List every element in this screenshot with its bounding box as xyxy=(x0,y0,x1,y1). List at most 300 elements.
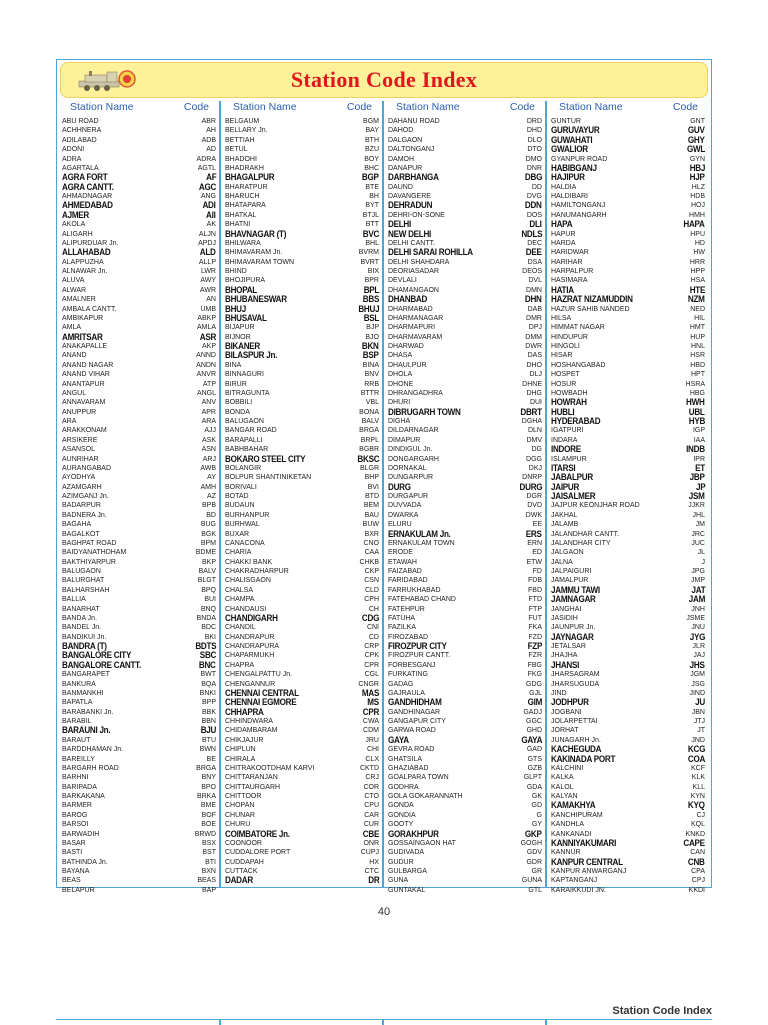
station-row xyxy=(225,614,381,623)
station-name: CHAMPA xyxy=(225,596,255,604)
station-row xyxy=(388,511,544,520)
station-row xyxy=(388,389,544,398)
station-row xyxy=(551,342,707,351)
station-code: DAS xyxy=(527,352,542,360)
station-code: BDTS xyxy=(195,641,216,651)
station-code: BGP xyxy=(362,172,379,183)
station-row xyxy=(225,380,381,389)
station-code: DNRP xyxy=(522,474,542,482)
station-name: BORIVALI xyxy=(225,483,257,491)
station-code: BIX xyxy=(367,268,379,275)
station-code: JSG xyxy=(691,680,705,688)
station-code: AZ xyxy=(207,493,216,500)
station-column xyxy=(221,101,384,887)
station-code: DOS xyxy=(526,211,542,219)
station-name: CHITTAURGARH xyxy=(225,783,281,791)
station-row xyxy=(62,511,218,520)
station-name: AMRITSAR xyxy=(62,331,103,342)
station-row xyxy=(225,830,381,839)
station-code: ASR xyxy=(199,331,216,342)
station-name: FARIDABAD xyxy=(388,577,428,585)
station-name: BADNERA Jn. xyxy=(62,511,107,519)
station-name: JAJPUR KEONJHAR ROAD xyxy=(551,502,640,510)
station-row xyxy=(62,605,218,614)
code-header: Code xyxy=(672,101,698,113)
station-name: HAPUR xyxy=(551,230,576,238)
station-code: BDC xyxy=(201,624,216,632)
station-row xyxy=(388,380,544,389)
station-row xyxy=(388,661,544,670)
station-code: CKTD xyxy=(359,764,379,772)
station-code: GKP xyxy=(525,828,542,839)
station-row xyxy=(62,783,218,792)
station-name: ANAND NAGAR xyxy=(62,361,114,369)
station-code: IAA xyxy=(693,436,705,444)
station-name: CHANDRAPURA xyxy=(225,643,280,650)
station-list xyxy=(225,117,381,886)
station-row xyxy=(62,867,218,876)
station-row xyxy=(62,248,218,257)
station-row xyxy=(551,605,707,614)
station-row xyxy=(225,239,381,248)
station-name: CHUNAR xyxy=(225,811,255,819)
station-code: BZU xyxy=(365,146,379,154)
station-name: JAYNAGAR xyxy=(551,631,594,642)
station-code: ANGL xyxy=(196,389,216,397)
station-code: DUI xyxy=(529,399,542,407)
station-name: CHARIA xyxy=(225,549,252,557)
station-name: BALUGAON xyxy=(62,568,101,575)
station-code: BINA xyxy=(362,361,379,369)
station-code: DGG xyxy=(526,455,542,463)
station-code: DLO xyxy=(527,136,542,144)
station-code: BTT xyxy=(365,221,379,229)
station-code: CRJ xyxy=(365,774,379,782)
station-row xyxy=(551,839,707,848)
station-code: BUW xyxy=(362,521,379,529)
station-code: CSN xyxy=(364,577,379,585)
station-name: BELAPUR xyxy=(62,886,95,894)
station-name: BALLIA xyxy=(62,596,86,604)
station-code: DEE xyxy=(526,247,542,258)
station-name: FIROZPUR CITY xyxy=(388,641,447,651)
station-name: CHENNAI EGMORE xyxy=(225,697,297,708)
station-code: ERN xyxy=(527,539,542,547)
station-row xyxy=(225,670,381,679)
station-code: JAT xyxy=(691,584,705,595)
station-name: BANGALORE CANTT. xyxy=(62,659,141,670)
station-code: G xyxy=(536,811,542,819)
station-name: BARABANKI Jn. xyxy=(62,708,114,716)
station-code: CLX xyxy=(365,755,379,763)
station-name: DILDARNAGAR xyxy=(388,427,439,435)
station-row xyxy=(62,445,218,454)
station-code: GJL xyxy=(529,689,542,697)
station-list xyxy=(62,117,218,895)
station-name: ITARSI xyxy=(551,462,576,473)
footer-title: Station Code Index xyxy=(612,1005,712,1017)
station-code: BPB xyxy=(201,502,216,510)
station-code: GUNA xyxy=(521,877,542,885)
station-name: BEAS xyxy=(62,877,81,885)
station-name: GUNTUR xyxy=(551,118,581,125)
station-list xyxy=(388,117,544,895)
station-code: BJU xyxy=(200,725,216,736)
station-row xyxy=(388,848,544,857)
station-code: BOY xyxy=(364,155,379,163)
station-name: IGATPURI xyxy=(551,427,584,435)
station-row xyxy=(62,136,218,145)
station-row xyxy=(225,117,381,126)
station-code: BWT xyxy=(200,671,216,679)
station-name: HIMMAT NAGAR xyxy=(551,324,605,332)
station-row xyxy=(551,445,707,454)
station-row xyxy=(225,567,381,576)
station-name: DHANBAD xyxy=(388,294,428,305)
station-code: BQA xyxy=(201,680,216,688)
station-code: BOF xyxy=(201,811,216,819)
station-row xyxy=(551,314,707,323)
station-name: HYDERABAD xyxy=(551,416,601,426)
station-row xyxy=(62,117,218,126)
station-name: BINNAGURI xyxy=(225,371,264,379)
station-name: JUNAGARH Jn. xyxy=(551,736,601,744)
station-code: FZP xyxy=(527,641,542,651)
station-code: BRKA xyxy=(196,793,216,800)
station-code: ALJN xyxy=(198,230,216,238)
station-code: BXN xyxy=(201,868,216,875)
station-code: HBG xyxy=(689,389,705,397)
page-number: 40 xyxy=(377,906,391,918)
station-name: GOOTY xyxy=(388,821,414,829)
station-name: HANUMANGARH xyxy=(551,211,607,219)
station-code: BVRM xyxy=(358,249,379,257)
station-name: DEHRADUN xyxy=(388,200,433,211)
station-code: BLGT xyxy=(197,577,216,585)
station-code: HMT xyxy=(689,324,705,332)
station-row xyxy=(551,886,707,895)
station-code: INDB xyxy=(686,444,705,455)
station-name: DAHOD xyxy=(388,127,414,135)
station-row xyxy=(388,445,544,454)
station-name: AJMER xyxy=(62,209,90,220)
station-code-table xyxy=(58,101,710,894)
station-row xyxy=(62,726,218,735)
station-code: CPK xyxy=(364,652,379,660)
station-name: ARAKKONAM xyxy=(62,427,107,435)
station-name: GODHRA xyxy=(388,783,419,791)
station-code: BSX xyxy=(201,839,216,847)
station-name: HARPALPUR xyxy=(551,268,594,275)
station-code: GY xyxy=(531,821,542,829)
station-code: UMB xyxy=(200,305,216,313)
station-name: DALGAON xyxy=(388,136,423,144)
station-code: GK xyxy=(531,793,542,800)
station-row xyxy=(225,848,381,857)
station-row xyxy=(388,305,544,314)
station-code: GLPT xyxy=(523,774,542,782)
station-code: GHY xyxy=(688,134,705,145)
station-row xyxy=(62,773,218,782)
station-name: KANKANADI xyxy=(551,830,592,838)
station-name: BARHNI xyxy=(62,774,89,782)
station-name: BANMANKHI xyxy=(62,689,104,697)
station-code: HSA xyxy=(690,277,705,285)
station-row xyxy=(388,295,544,304)
station-name: AMALNER xyxy=(62,296,96,304)
station-name: GHATSILA xyxy=(388,755,423,763)
station-name: JOLARPETTAI xyxy=(551,718,598,725)
station-name: ASANSOL xyxy=(62,446,96,454)
station-row xyxy=(225,323,381,332)
station-name: DHASA xyxy=(388,352,413,360)
station-row xyxy=(225,801,381,810)
station-row xyxy=(62,483,218,492)
station-code: DLN xyxy=(527,427,542,435)
station-row xyxy=(388,258,544,267)
station-code: JBP xyxy=(690,472,705,483)
station-name: DIGHA xyxy=(388,418,411,425)
station-code: FKG xyxy=(527,671,542,679)
station-name: DHOLA xyxy=(388,371,413,379)
station-name: HINGOLI xyxy=(551,343,580,350)
station-row xyxy=(225,473,381,482)
station-code: CPU xyxy=(364,802,379,810)
station-name: KACHEGUDA xyxy=(551,744,602,755)
station-row xyxy=(62,548,218,557)
station-code: BSL xyxy=(363,312,379,323)
station-code: BGK xyxy=(201,530,216,538)
station-code: HAPA xyxy=(683,219,705,230)
station-code: ADI xyxy=(202,200,216,211)
station-row xyxy=(225,717,381,726)
station-row xyxy=(551,248,707,257)
station-name: FAIZABAD xyxy=(388,568,422,575)
station-name: CANACONA xyxy=(225,539,265,547)
station-code: BNQ xyxy=(200,605,216,613)
station-name: DURGAPUR xyxy=(388,493,429,500)
page-title: Station Code Index xyxy=(290,67,478,92)
station-code: ARJ xyxy=(202,455,216,463)
station-column xyxy=(58,101,221,894)
station-name: BAYANA xyxy=(62,868,90,875)
station-name: AURANGABAD xyxy=(62,464,112,472)
station-row xyxy=(551,501,707,510)
station-name: JAUNPUR Jn. xyxy=(551,624,596,632)
station-row xyxy=(388,426,544,435)
station-name: BARAPALLI xyxy=(225,436,263,444)
station-code: ED xyxy=(532,549,542,557)
station-code: DURG xyxy=(519,481,542,492)
station-row xyxy=(551,380,707,389)
station-code: DDN xyxy=(525,200,542,211)
station-name: GANDHIDHAM xyxy=(388,697,442,708)
station-name: DHARMANAGAR xyxy=(388,314,444,322)
station-name: HAZRAT NIZAMUDDIN xyxy=(551,294,633,305)
station-name: DHONE xyxy=(388,380,414,388)
station-code: BALV xyxy=(361,418,379,425)
station-name: DONGARGARH xyxy=(388,455,439,463)
station-code: FUT xyxy=(528,614,542,622)
station-code: BJO xyxy=(365,333,379,341)
station-code: CAN xyxy=(690,849,705,857)
station-name: JAISALMER xyxy=(551,491,596,501)
station-row xyxy=(225,258,381,267)
station-row xyxy=(225,192,381,201)
station-name: GYANPUR ROAD xyxy=(551,155,608,163)
station-row xyxy=(388,698,544,707)
station-name: GHAZIABAD xyxy=(388,764,429,772)
station-row xyxy=(551,567,707,576)
station-code: CDG xyxy=(361,612,379,623)
station-name: GONDA xyxy=(388,802,414,810)
station-name: CHIPLUN xyxy=(225,746,256,754)
station-name: BAREILLY xyxy=(62,755,95,763)
station-name: HOSPET xyxy=(551,371,580,379)
station-name: NEW DELHI xyxy=(388,228,432,239)
station-name: ADRA xyxy=(62,155,82,163)
station-name: BAKTHIYARPUR xyxy=(62,558,116,566)
station-row xyxy=(62,267,218,276)
column-header xyxy=(547,101,708,115)
station-row xyxy=(62,314,218,323)
station-name: DANAPUR xyxy=(388,164,423,172)
station-name: DELHI SHAHDARA xyxy=(388,258,450,266)
station-code: CAA xyxy=(364,549,379,557)
station-code: AGC xyxy=(198,181,216,192)
station-name: JOGBANI xyxy=(551,708,582,716)
station-row xyxy=(225,661,381,670)
station-code: ALLP xyxy=(198,258,216,266)
station-name: INDARA xyxy=(551,436,578,444)
station-row xyxy=(62,876,218,885)
station-code: HJP xyxy=(690,172,705,183)
station-code: ABR xyxy=(201,118,216,125)
station-name: ADILABAD xyxy=(62,136,97,144)
station-name: FATUHA xyxy=(388,614,416,622)
station-code: HNL xyxy=(690,343,705,350)
station-row xyxy=(551,867,707,876)
station-code: AGTL xyxy=(197,164,216,172)
station-row xyxy=(62,811,218,820)
station-name: JALANDHAR CANTT. xyxy=(551,530,620,538)
station-name: ANAND VIHAR xyxy=(62,371,110,379)
station-code: CUPJ xyxy=(360,849,379,857)
station-row xyxy=(225,548,381,557)
station-code: CJ xyxy=(696,811,705,819)
station-row xyxy=(62,408,218,417)
station-code: ALD xyxy=(200,247,216,258)
station-name: BAGALKOT xyxy=(62,530,100,538)
station-row xyxy=(225,623,381,632)
station-row xyxy=(388,117,544,126)
station-code: DEOS xyxy=(522,268,542,275)
station-row xyxy=(62,586,218,595)
station-row xyxy=(225,426,381,435)
station-row xyxy=(62,670,218,679)
station-code: BEAS xyxy=(197,877,216,885)
station-row xyxy=(388,276,544,285)
station-row xyxy=(62,370,218,379)
station-code: CPA xyxy=(691,868,705,875)
station-code: JYG xyxy=(689,631,705,642)
station-code: HPU xyxy=(690,230,705,238)
station-code: DPJ xyxy=(528,324,542,332)
station-name: BHAVNAGAR (T) xyxy=(225,228,287,239)
station-row xyxy=(551,520,707,529)
station-row xyxy=(225,455,381,464)
station-code: JLR xyxy=(692,643,705,650)
station-name: ARSIKERE xyxy=(62,436,98,444)
station-code: AMH xyxy=(200,483,216,491)
station-name: BELLARY Jn. xyxy=(225,127,268,135)
station-code: FBD xyxy=(528,586,542,594)
station-name: ALIPURDUAR Jn. xyxy=(62,239,119,247)
station-row xyxy=(551,708,707,717)
station-code: BGBR xyxy=(359,446,379,454)
station-name: JABALPUR xyxy=(551,472,593,483)
station-row xyxy=(225,586,381,595)
station-name: BABHBAHAR xyxy=(225,446,269,454)
station-code: AWY xyxy=(200,277,216,285)
station-row xyxy=(225,267,381,276)
station-code: MS xyxy=(367,697,379,708)
station-name: KANNUR xyxy=(551,849,581,857)
station-row xyxy=(388,736,544,745)
station-name: JANGHAI xyxy=(551,605,582,613)
station-code: ANV xyxy=(201,399,216,407)
station-code: BD xyxy=(206,511,216,519)
station-code: JUC xyxy=(691,539,705,547)
station-name: HILSA xyxy=(551,314,572,322)
station-row xyxy=(225,370,381,379)
station-code: CPR xyxy=(362,706,379,717)
station-code: IPR xyxy=(693,455,705,463)
station-row xyxy=(225,633,381,642)
station-name: AHMEDABAD xyxy=(62,200,113,211)
station-code: GZB xyxy=(527,764,542,772)
station-code: BLGR xyxy=(359,464,379,472)
station-name: GUDIVADA xyxy=(388,849,425,857)
station-row xyxy=(62,886,218,895)
station-code: DVL xyxy=(528,277,542,285)
station-row xyxy=(225,492,381,501)
station-row xyxy=(62,230,218,239)
station-row xyxy=(388,623,544,632)
station-name: BIRUR xyxy=(225,380,247,388)
station-name: BARMER xyxy=(62,802,92,810)
station-code: JHL xyxy=(692,511,705,519)
station-row xyxy=(62,839,218,848)
station-code: JTJ xyxy=(693,718,705,725)
station-name: BANKURA xyxy=(62,680,96,688)
station-row xyxy=(62,436,218,445)
station-code: CGL xyxy=(364,671,379,679)
station-name: DAHANU ROAD xyxy=(388,118,440,125)
station-code: HLZ xyxy=(691,183,705,191)
station-name-header: Station Name xyxy=(70,101,134,113)
station-name: BARAUT xyxy=(62,736,91,744)
station-name: GUWAHATI xyxy=(551,134,593,145)
station-name: JALPAIGURI xyxy=(551,568,592,575)
station-name: KANNIYAKUMARI xyxy=(551,837,617,848)
station-code: GTL xyxy=(528,886,542,894)
station-code: DWK xyxy=(525,511,542,519)
station-code: BJP xyxy=(366,324,379,332)
station-name: JAMMU TAWI xyxy=(551,584,600,595)
station-code: GAYA xyxy=(521,734,542,745)
station-code: KLK xyxy=(691,774,705,782)
